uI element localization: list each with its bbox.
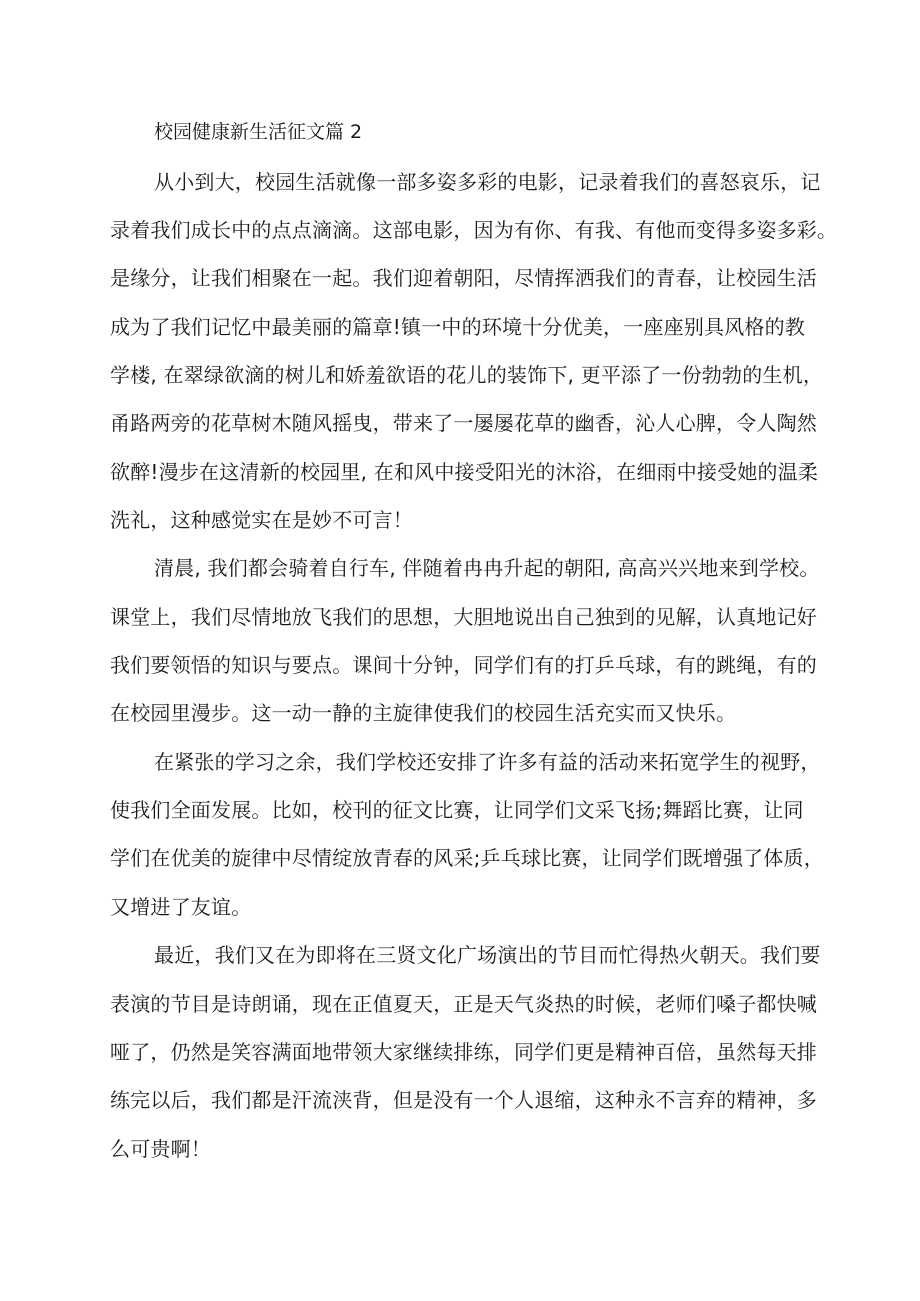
paragraph-line: 洗礼，这种感觉实在是妙不可言！	[110, 508, 413, 532]
paragraph-line: 是缘分，让我们相聚在一起。我们迎着朝阳，尽情挥洒我们的青春，让校园生活	[110, 266, 817, 290]
paragraph-line: 从小到大，校园生活就像一部多姿多彩的电影，记录着我们的喜怒哀乐，记	[154, 170, 821, 194]
paragraph-line: 学们在优美的旋律中尽情绽放青春的风采;乒乓球比赛，让同学们既增强了体质，	[110, 846, 824, 870]
paragraph-line: 使我们全面发展。比如，校刊的征文比赛，让同学们文采飞扬;舞蹈比赛，让同	[110, 798, 804, 822]
paragraph-line: 练完以后，我们都是汗流浃背，但是没有一个人退缩，这种永不言弃的精神，多	[110, 1088, 817, 1112]
paragraph-line: 甬路两旁的花草树木随风摇曳，带来了一屡屡花草的幽香，沁人心脾，令人陶然	[110, 411, 817, 435]
paragraph-line: 么可贵啊！	[110, 1137, 211, 1161]
paragraph-line: 课堂上，我们尽情地放飞我们的思想，大胆地说出自己独到的见解，认真地记好	[110, 605, 817, 629]
paragraph-line: 最近，我们又在为即将在三贤文化广场演出的节目而忙得热火朝天。我们要	[154, 943, 821, 967]
paragraph-line: 清晨, 我们都会骑着自行车, 伴随着冉冉升起的朝阳, 高高兴兴地来到学校。	[154, 556, 820, 580]
paragraph-line: 我们要领悟的知识与要点。课间十分钟，同学们有的打乒乓球，有的跳绳，有的	[110, 653, 817, 677]
paragraph-line: 表演的节目是诗朗诵，现在正值夏天，正是天气炎热的时候，老师们嗓子都快喊	[110, 992, 817, 1016]
paragraph-line: 学楼, 在翠绿欲滴的树儿和娇羞欲语的花儿的装饰下, 更平添了一份勃勃的生机，	[110, 363, 824, 387]
document-title: 校园健康新生活征文篇 2	[154, 121, 363, 143]
paragraph-line: 在校园里漫步。这一动一静的主旋律使我们的校园生活充实而又快乐。	[110, 701, 737, 725]
paragraph-line: 欲醉!漫步在这清新的校园里, 在和风中接受阳光的沐浴，在细雨中接受她的温柔	[110, 460, 819, 484]
paragraph-line: 哑了，仍然是笑容满面地带领大家继续排练，同学们更是精神百倍，虽然每天排	[110, 1040, 817, 1064]
paragraph-line: 又增进了友谊。	[110, 895, 252, 919]
paragraph-line: 成为了我们记忆中最美丽的篇章!镇一中的环境十分优美，一座座别具风格的教	[110, 315, 806, 339]
paragraph-line: 录着我们成长中的点点滴滴。这部电影，因为有你、有我、有他而变得多姿多彩。	[110, 218, 838, 242]
paragraph-line: 在紧张的学习之余，我们学校还安排了许多有益的活动来拓宽学生的视野，	[154, 750, 821, 774]
